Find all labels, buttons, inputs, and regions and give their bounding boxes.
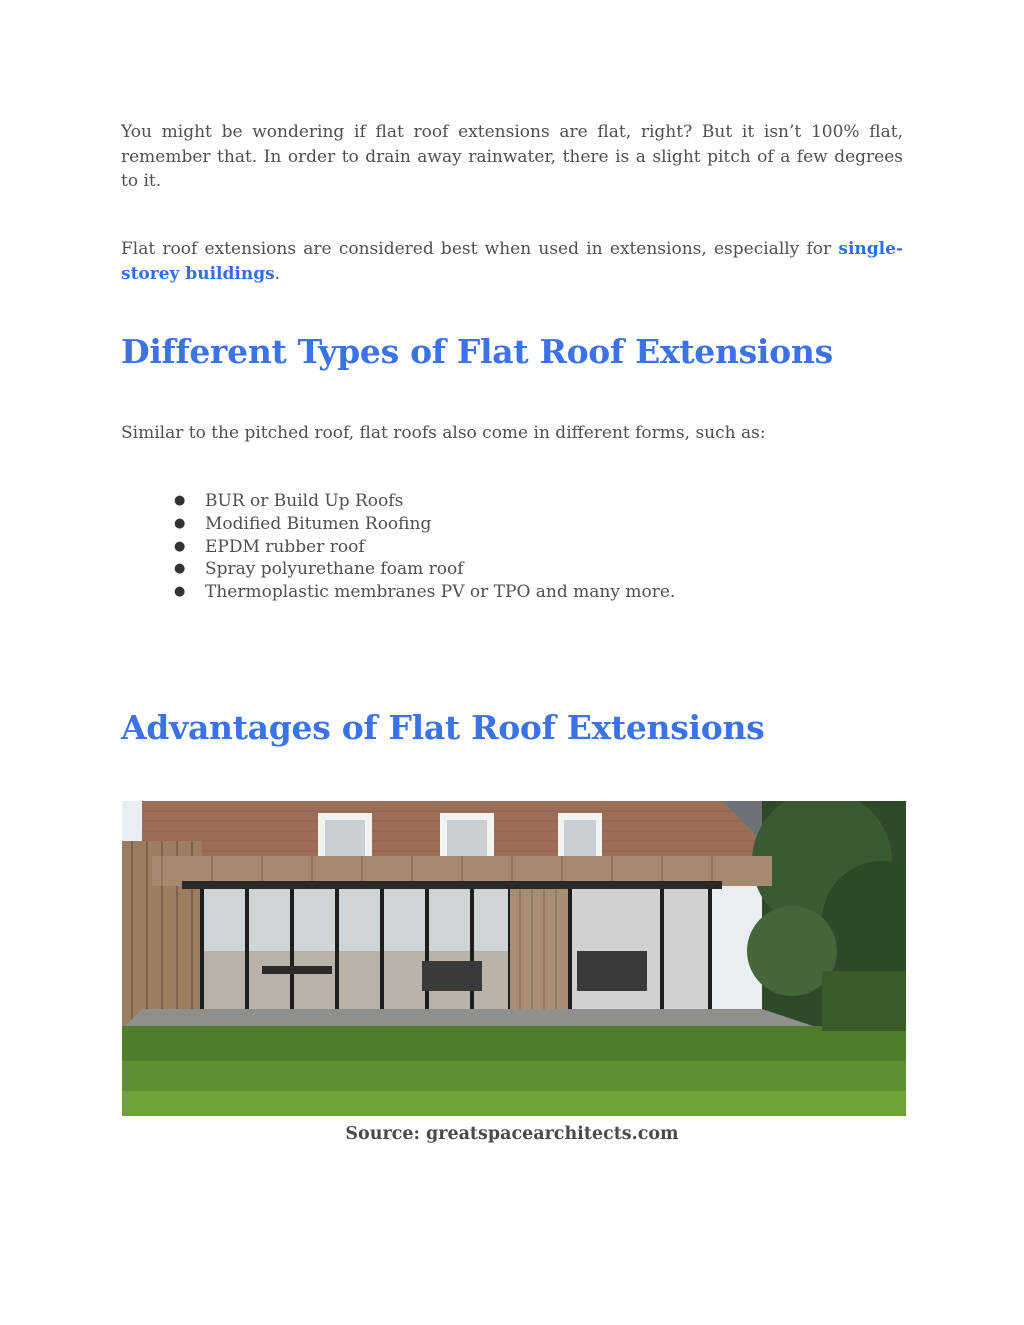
- bullet-icon: ●: [174, 515, 186, 531]
- list-item: ● BUR or Build Up Roofs: [174, 491, 404, 511]
- flat-roof-extension-photo: [122, 801, 906, 1116]
- list-item: ● Modified Bitumen Roofing: [174, 513, 432, 534]
- image-caption: Source: greatspacearchitects.com: [345, 1124, 679, 1144]
- bullet-icon: ●: [174, 584, 186, 600]
- single-storey-link[interactable]: single-storey buildings: [121, 239, 903, 284]
- intro-paragraph: You might be wondering if flat roof extensions are flat, right? But it isn’t 100% flat, remember that. In order to drain away rainwater, there is a slight pitch of a few degrees to it.: [121, 122, 903, 191]
- types-intro: Similar to the pitched roof, flat roofs also come in different forms, such as:: [121, 423, 766, 443]
- advantages-heading: Advantages of Flat Roof Extensions: [121, 708, 765, 747]
- bullet-icon: ●: [174, 538, 186, 554]
- list-item: ● EPDM rubber roof: [174, 536, 365, 557]
- usage-text: Flat roof extensions are considered best when used in extensions, especially for: [121, 239, 839, 259]
- bullet-icon: ●: [174, 493, 186, 508]
- roof-types-list: [121, 490, 675, 604]
- types-heading: Different Types of Flat Roof Extensions: [121, 332, 833, 371]
- bullet-icon: ●: [174, 561, 186, 577]
- usage-paragraph: [121, 237, 903, 286]
- list-item: ● Thermoplastic membranes PV or TPO and many more.: [174, 582, 676, 603]
- list-item: ● Spray polyurethane foam roof: [174, 559, 464, 580]
- usage-text-end: .: [274, 263, 281, 284]
